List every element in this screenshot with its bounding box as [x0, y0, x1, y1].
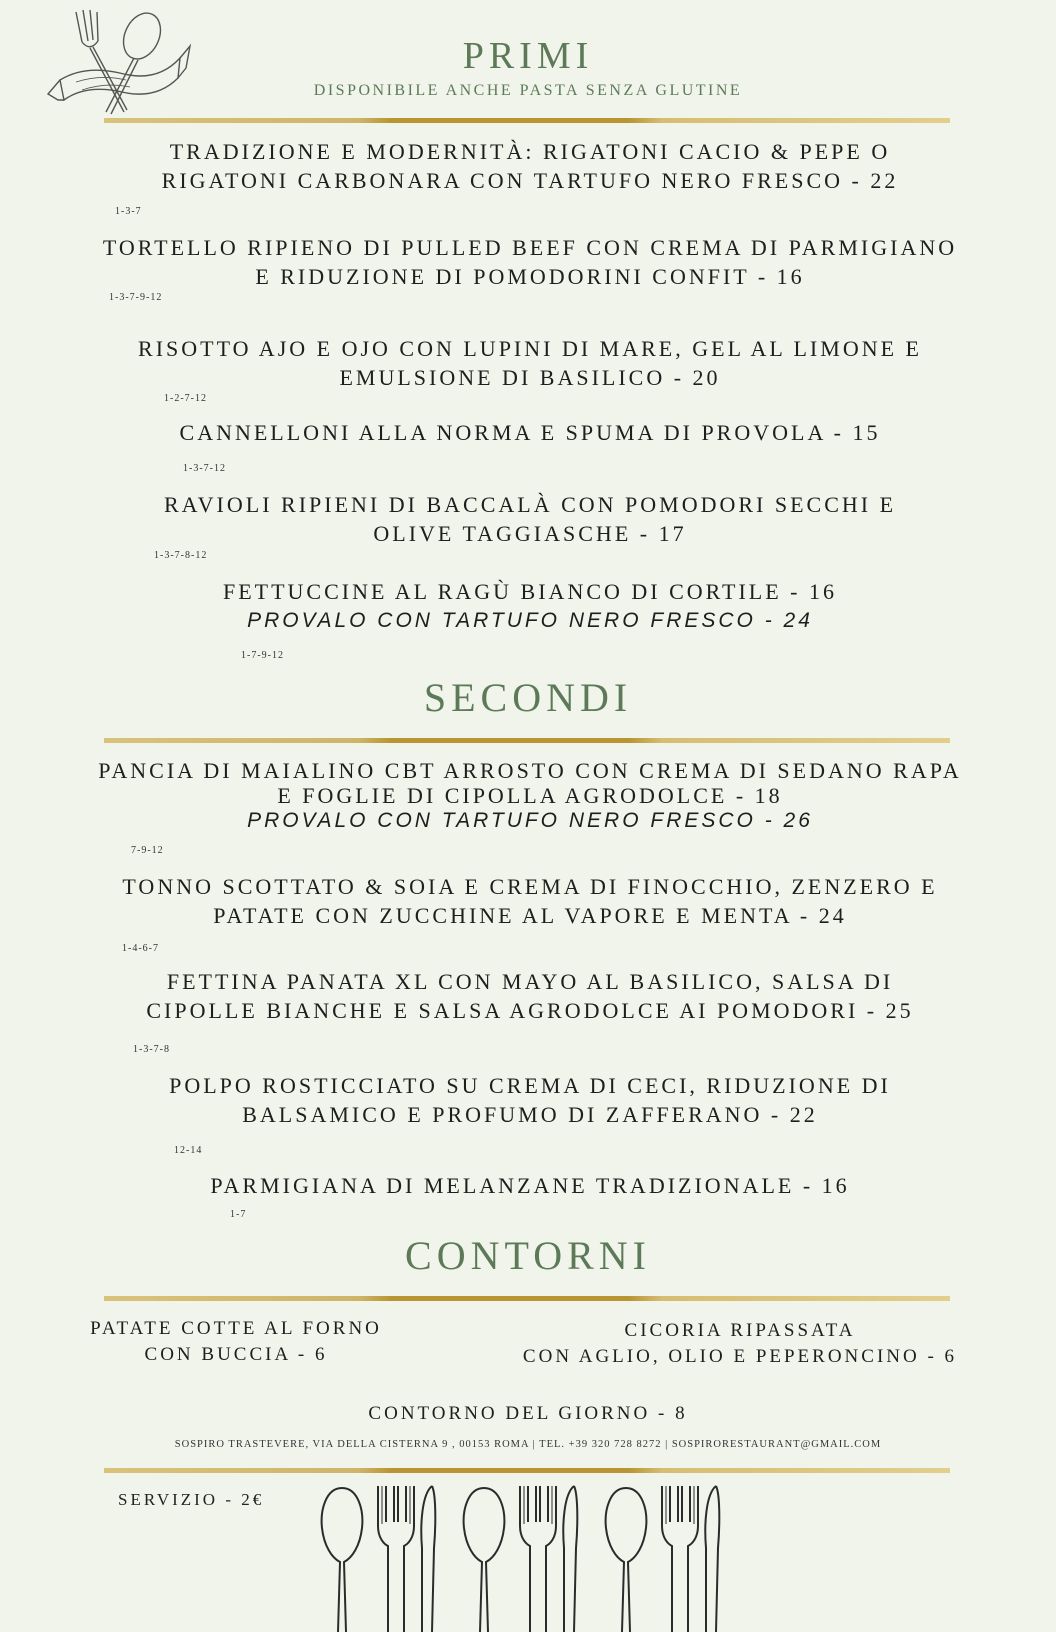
secondi-title: SECONDI	[423, 675, 633, 720]
allergen-codes: 1-3-7-8-12	[154, 550, 208, 561]
allergen-codes: 1-3-7-12	[183, 463, 226, 474]
allergen-codes: 12-14	[174, 1145, 203, 1156]
item-line: TORTELLO RIPIENO DI PULLED BEEF CON CREMA DI PARMIGIANO	[102, 235, 958, 260]
item-line: CANNELLONI ALLA NORMA E SPUMA DI PROVOLA - 15	[179, 420, 881, 445]
item-line: PATATE CON ZUCCHINE AL VAPORE E MENTA - 24	[213, 903, 847, 928]
contorno-del-giorno: CONTORNO DEL GIORNO - 8	[368, 1403, 688, 1424]
menu-item	[60, 233, 1000, 291]
item-line: TRADIZIONE E MODERNITÀ: RIGATONI CACIO & PEPE O	[169, 139, 891, 164]
item-line: OLIVE TAGGIASCHE - 17	[373, 521, 687, 546]
item-line: TONNO SCOTTATO & SOIA E CREMA DI FINOCCHIO, ZENZERO E	[122, 874, 938, 899]
item-line: RISOTTO AJO E OJO CON LUPINI DI MARE, GEL AL LIMONE E	[138, 336, 922, 361]
primi-title: PRIMI	[462, 35, 594, 77]
item-line: PANCIA DI MAIALINO CBT ARROSTO CON CREMA DI SEDANO RAPA	[98, 758, 962, 783]
item-line: CON AGLIO, OLIO E PEPERONCINO - 6	[522, 1346, 958, 1367]
item-line: CICORIA RIPASSATA	[624, 1320, 856, 1341]
menu-item	[60, 1171, 1000, 1200]
spoon-fork-knife-icon	[318, 1484, 738, 1632]
contorno-right	[500, 1318, 980, 1370]
item-line: BALSAMICO E PROFUMO DI ZAFFERANO - 22	[242, 1102, 818, 1127]
menu-item	[60, 1071, 1000, 1129]
item-line: PARMIGIANA DI MELANZANE TRADIZIONALE - 16	[210, 1173, 850, 1198]
contorni-divider	[104, 1296, 950, 1301]
menu-item	[60, 758, 1000, 833]
menu-item	[60, 577, 1000, 635]
allergen-codes: 1-4-6-7	[122, 943, 159, 954]
secondi-divider	[104, 738, 950, 743]
service-charge: SERVIZIO - 2€	[118, 1490, 265, 1509]
allergen-codes: 7-9-12	[131, 845, 164, 856]
menu-item	[60, 334, 1000, 392]
primi-divider	[104, 118, 950, 123]
item-line: CON BUCCIA - 6	[144, 1344, 328, 1365]
item-line: EMULSIONE DI BASILICO - 20	[339, 365, 721, 390]
menu-item	[60, 137, 1000, 195]
allergen-codes: 1-3-7-9-12	[109, 292, 163, 303]
primi-subtitle: DISPONIBILE ANCHE PASTA SENZA GLUTINE	[313, 82, 743, 99]
menu-item	[60, 418, 1000, 447]
allergen-codes: 1-7-9-12	[241, 650, 284, 661]
menu-item	[60, 967, 1000, 1025]
restaurant-address: SOSPIRO TRASTEVERE, VIA DELLA CISTERNA 9 , 00153 ROMA | TEL. +39 320 728 8272 | SOSPIRORESTAURANT@GMAIL.COM	[174, 1439, 882, 1450]
item-line: PATATE COTTE AL FORNO	[90, 1318, 382, 1339]
item-line: E FOGLIE DI CIPOLLA AGRODOLCE - 18	[277, 783, 783, 808]
menu-item	[60, 872, 1000, 930]
allergen-codes: 1-3-7-8	[133, 1044, 170, 1055]
item-line: POLPO ROSTICCIATO SU CREMA DI CECI, RIDUZIONE DI	[169, 1073, 891, 1098]
item-line: RIGATONI CARBONARA CON TARTUFO NERO FRESCO - 22	[161, 168, 899, 193]
contorno-left	[66, 1316, 406, 1368]
contorni-title: CONTORNI	[405, 1233, 651, 1278]
item-line: CIPOLLE BIANCHE E SALSA AGRODOLCE AI POMODORI - 25	[146, 998, 914, 1023]
allergen-codes: 1-7	[230, 1209, 247, 1220]
allergen-codes: 1-3-7	[115, 206, 142, 217]
item-extra-offer: PROVALO CON TARTUFO NERO FRESCO - 24	[247, 609, 813, 632]
allergen-codes: 1-2-7-12	[164, 393, 207, 404]
item-line: RAVIOLI RIPIENI DI BACCALÀ CON POMODORI SECCHI E	[163, 492, 897, 517]
item-line: FETTUCCINE AL RAGÙ BIANCO DI CORTILE - 16	[222, 579, 837, 604]
item-line: E RIDUZIONE DI POMODORINI CONFIT - 16	[255, 264, 805, 289]
menu-item	[60, 490, 1000, 548]
footer-divider	[104, 1468, 950, 1473]
item-line: FETTINA PANATA XL CON MAYO AL BASILICO, SALSA DI	[166, 969, 894, 994]
item-extra-offer: PROVALO CON TARTUFO NERO FRESCO - 26	[247, 809, 813, 832]
